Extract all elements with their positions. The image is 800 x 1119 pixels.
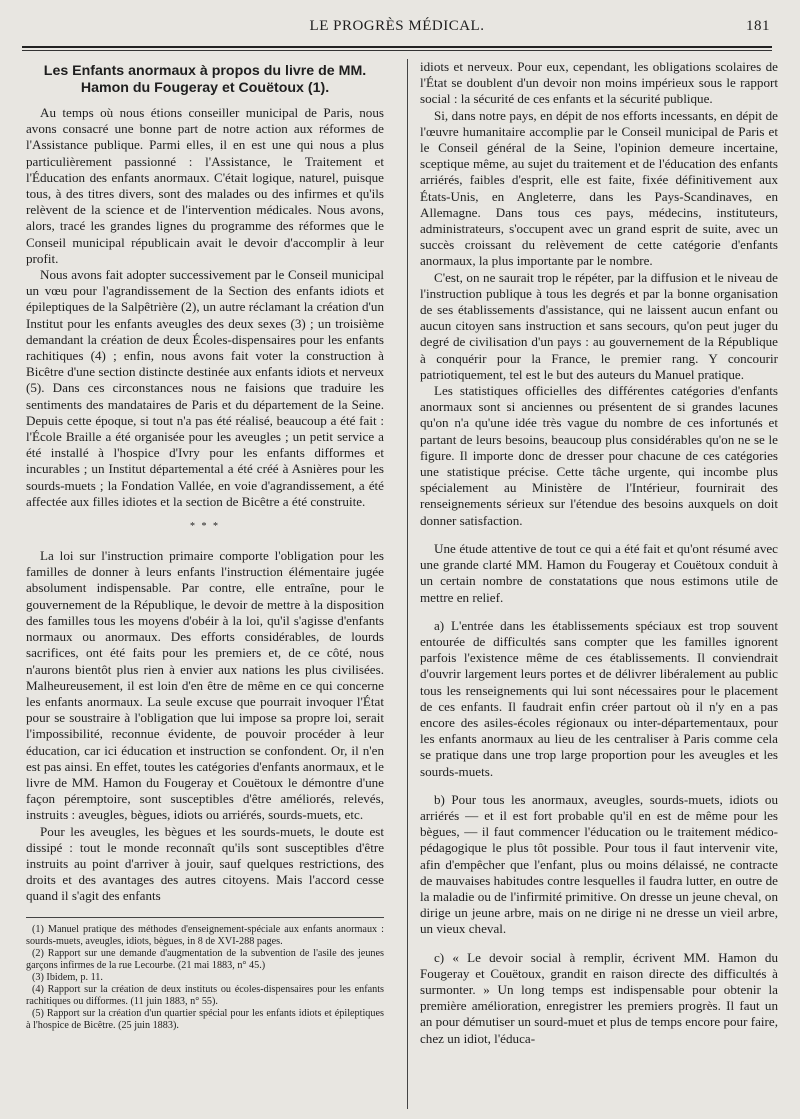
- column-divider: [407, 59, 408, 1109]
- footnote: (3) Ibidem, p. 11.: [32, 971, 103, 983]
- paragraph-gap: [420, 529, 778, 541]
- paragraph: c) « Le devoir social à remplir, écrivent MM. Hamon du Fougeray et Couëtoux, grandit en raison directe des difficultés à surmonter. » Un long temps est indispensable pour obtenir la première amélioration, enregistrer les premiers progrès. Il faut un an pour démutiser un sourd-muet et plus de temps encore pour faire, chez un idiot, l'éduca-: [420, 949, 778, 1046]
- right-column: [420, 59, 778, 1109]
- paragraph: b) Pour tous les anormaux, aveugles, sourds-muets, idiots ou arriérés — et il est fort probable qu'il en est de même pour les bègues, — il faut commencer l'éducation ou le traitement médico-pédagogique le plus tôt possible. Pour tous il faut intervenir vite, afin d'empêcher que l'enfant, plus ou moins délaissé, ne contracte de mauvaises habitudes contre lesquelles il faudra lutter, en outre de la maladie ou de l'infirmité primitive. On dresse un jeune cheval, on dirige un jeune arbre, mais on ne dirige ni ne dresse un vieil arbre, un vieux cheval.: [420, 791, 778, 937]
- footnote: (4) Rapport sur la création de deux instituts ou écoles-dispensaires pour les enfants rachitiques ou difformes. (11 juin 1883, n° 55).: [26, 984, 384, 1008]
- header-rule: [22, 46, 772, 48]
- paragraph: Si, dans notre pays, en dépit de nos efforts incessants, en dépit de l'œuvre humanitaire accomplie par le Conseil municipal de Paris et le Conseil général de la Seine, l'opinion demeure incertaine, sceptique même, au sujet du traitement et de l'éducation des enfants arriérés, faibles d'esprit, elle est faite, fixée définitivement aux États-Unis, en Angleterre, dans les Pays-Scandinaves, en Allemagne. Dans tous ces pays, médecins, instituteurs, administrateurs, s'occupent avec un grand esprit de suite, avec un succès croissant du relèvement de cette catégorie d'enfants anormaux, la plus importante par le nombre.: [420, 107, 778, 269]
- page-number: 181: [746, 18, 770, 34]
- paragraph: Nous avons fait adopter successivement par le Conseil municipal un vœu pour l'agrandissement de la Section des enfants idiots et épileptiques de la Salpêtrière (2), un autre réclamant la création d'un Institut pour les enfants aveugles des deux sexes (3) ; un troisième demandant la création de deux Écoles-dispensaires pour les enfants rachitiques (4) ; enfin, nous avons fait voter la construction à Bicêtre d'une section distincte destinée aux enfants idiots et nerveux (5). Dans ces circonstances nous ne faisions que traduire les sentiments des mandataires de Paris et du département de la Seine. Depuis cette époque, si tout n'a pas été réalisé, beaucoup a été fait : l'École Braille a été organisée pour les aveugles ; un petit service a été installé à l'hospice d'Ivry pour les enfants difformes et incurables ; un Institut départemental a été créé à Asnières pour les sourds-muets ; la Fondation Vallée, en voie d'agrandissement, a été affectée aux filles idiotes et la section de Bicêtre a été construite.: [26, 267, 384, 509]
- paragraph: Les statistiques officielles des différentes catégories d'enfants anormaux sont si anciennes ou présentent de si grandes lacunes qu'on n'a qu'une idée très vague du nombre de ces infortunés et partant de leurs besoins, beaucoup plus considérables qu'on ne se le figure. Il importe donc de dresser pour chacune de ces catégories une statistique précise. Cette tâche urgente, qui incombe plus spécialement au Ministère de l'Intérieur, fournirait des renseignements sérieux sur l'étendue des besoins auxquels on doit donner satisfaction.: [420, 383, 778, 528]
- paragraph: Une étude attentive de tout ce qui a été fait et qu'ont résumé avec une grande clarté MM. Hamon du Fougeray et Couëtoux conduit à un certain nombre de constatations que nous estimons utile de mettre en relief.: [420, 540, 778, 605]
- paragraph-gap: [420, 780, 778, 792]
- two-column-body: [22, 59, 778, 1119]
- paragraph-gap: [420, 938, 778, 950]
- footnotes: [26, 924, 384, 1033]
- footnote-rule: [26, 917, 384, 918]
- footnote: (2) Rapport sur une demande d'augmentation de la subvention de l'asile des jeunes garçons infirmes de la rue Lecourbe. (21 mai 1883, n° 45.): [26, 947, 384, 971]
- paragraph-gap: [420, 606, 778, 618]
- article-title: Les Enfants anormaux à propos du livre de MM. Hamon du Fougeray et Couëtoux (1).: [43, 63, 367, 96]
- journal-title: LE PROGRÈS MÉDICAL.: [309, 18, 485, 34]
- paragraph: Pour les aveugles, les bègues et les sourds-muets, le doute est dissipé : tout le monde reconnaît qu'ils sont susceptibles d'être instruits au point d'arriver à jouir, sauf quelques restrictions, des droits et des avantages des autres citoyens. Mais l'accord cesse quand il s'agit des enfants: [26, 823, 384, 904]
- paragraph: a) L'entrée dans les établissements spéciaux est trop souvent entourée de difficultés sans compter que les familles ignorent parfois l'existence même de ces établissements. Il conviendrait d'ouvrir largement leurs portes et de délivrer libéralement au public tous les renseignements qui lui sont nécessaires pour le placement de ces enfants. Il faudrait enfin créer partout où il n'y en a pas encore des asiles-écoles régionaux ou inter-départementaux, pour les enfants anormaux au lieu de les centraliser à Paris comme cela se pratique dans une trop large proportion pour les aveugles et les sourds-muets.: [420, 617, 778, 779]
- running-header: [22, 14, 772, 38]
- paragraph: C'est, on ne saurait trop le répéter, par la diffusion et le niveau de l'instruction publique à tous les degrés et par la bonne organisation de ses établissements d'assistance, qui ne laissent aucun enfant ou aucun citoyen sans instruction et sans secours, qu'on peut juger du degré de civilisation d'un pays : au gouvernement de la République à conquérir pour la France, le premier rang. Y concourir patriotiquement, tel est le but des auteurs du Manuel pratique.: [420, 269, 778, 382]
- footnote: (5) Rapport sur la création d'un quartier spécial pour les enfants idiots et épileptiques à l'hospice de Bicêtre. (25 juin 1883).: [26, 1008, 384, 1032]
- paragraph: Au temps où nous étions conseiller municipal de Paris, nous avons consacré une bonne part de notre action aux réformes de l'Assistance publique. Parmi elles, il en est une qui nous a plus particulièrement passionné : l'Assistance, le Traitement et l'Éducation des enfants anormaux. C'était logique, naturel, puisque tous, à des titres divers, sont des malades ou des infirmes et qu'ils relèvent de la science et de l'intervention médicales. Nous avons, alors, tracé les grandes lignes du programme des réformes que le Conseil municipal républicain avait le devoir d'accomplir à leur profit.: [26, 105, 384, 266]
- footnote: (1) Manuel pratique des méthodes d'enseignement-spéciale aux enfants anormaux : sourds-muets, aveugles, idiots, bègues, in 8 de XVI-288 pages.: [26, 923, 384, 947]
- header-rule-thin: [22, 50, 772, 51]
- section-separator: * * *: [190, 521, 220, 533]
- paragraph: La loi sur l'instruction primaire comporte l'obligation pour les familles de donner à leurs enfants l'instruction élémentaire jugée absolument indispensable. Par contre, elle entraîne, pour le gouvernement de la République, le devoir de mettre à la disposition des familles tous les moyens d'obéir à la loi, qu'il s'agisse d'enfants normaux ou anormaux. Des efforts considérables, de lourds sacrifices, ont été faits pour les premiers et, de ce côté, nous n'aurons bientôt plus rien à envier aux nations les plus civilisées. Malheureusement, il est loin d'en être de même en ce qui concerne les enfants anormaux. La seule excuse que pourrait invoquer l'État pour se soustraire à l'obligation que lui impose sa propre loi, serait l'impossibilité, reconnue évidente, de pouvoir procéder à leur éducation, car ici éducation et instruction se confondent. Or, il n'en est pas ainsi. En effet, toutes les catégories d'enfants anormaux, et le livre de MM. Hamon du Fougeray et Couëtoux le démontre d'une façon péremptoire, sont susceptibles d'être améliorés, relevés, instruits : aveugles, bègues, idiots ou arriérés, sourds-muets, etc.: [26, 548, 384, 823]
- left-column: [26, 59, 384, 1109]
- paragraph: idiots et nerveux. Pour eux, cependant, les obligations scolaires de l'État se doublent d'un devoir non moins impérieux sous le rapport social : la sécurité de ces enfants et la sécurité publique.: [420, 59, 778, 107]
